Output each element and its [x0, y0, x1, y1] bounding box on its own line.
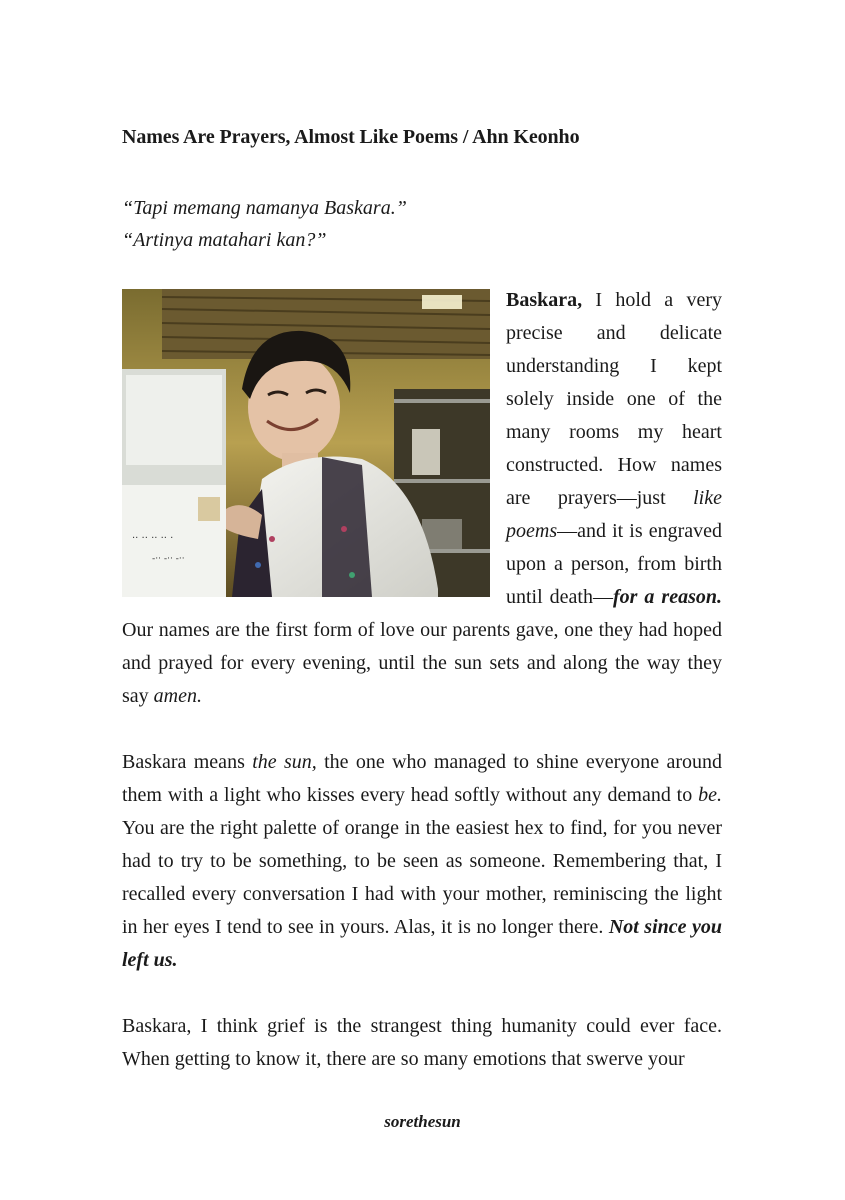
paragraph-2-text-b: the one who managed to shine everyone around them with a light who kisses every head softly without any demand to — [122, 751, 722, 806]
body-text — [122, 284, 722, 1076]
paragraph-2-italic-a: the sun, — [252, 751, 317, 773]
footer-signature: sorethesun — [384, 1112, 461, 1131]
photo-illustration — [122, 289, 490, 597]
paragraph-1-italic-a: like poems — [506, 487, 722, 542]
svg-text:-·· -·· -··: -·· -·· -·· — [152, 554, 185, 564]
paragraph-1-text-c: Our names are the first form of love our parents gave, one they had hoped and prayed for every evening, until the sun sets and along the way they say — [122, 619, 722, 707]
document-page — [122, 122, 722, 1076]
epigraph-line-2: “Artinya matahari kan?” — [122, 229, 327, 251]
page-title: Names Are Prayers, Almost Like Poems / Ahn Keonho — [122, 126, 580, 148]
paragraph-2 — [122, 746, 722, 977]
svg-text:·· ·· ·· ·· ·: ·· ·· ·· ·· · — [132, 533, 174, 544]
paragraph-3: Baskara, I think grief is the strangest thing humanity could ever face. When getting to know it, there are so many emotions that swerve your — [122, 1015, 722, 1070]
epigraph-line-1: “Tapi memang namanya Baskara.” — [122, 197, 407, 219]
paragraph-1-text-a: I hold a very precise and delicate understanding I kept solely inside one of the many rooms my heart constructed. How names are prayers—just — [506, 289, 722, 509]
paragraph-1-lead: Baskara, — [506, 289, 583, 311]
epigraph — [122, 192, 722, 256]
paragraph-2-italic-b: be. — [698, 784, 722, 806]
paragraph-1-text-b: —and it is engraved upon a person, from birth until death— — [506, 520, 722, 608]
paragraph-2-text-a: Baskara means — [122, 751, 253, 773]
paragraph-1-italic-end: amen. — [153, 685, 202, 707]
paragraph-2-text-c: You are the right palette of orange in the easiest hex to find, for you never had to try to be something, to be seen as someone. Remembering that, I recalled every conversation I had with your mother, reminiscing the light in her eyes I tend to see in yours. Alas, it is no longer there. — [122, 817, 722, 938]
person-photo — [122, 289, 490, 597]
paragraph-2-emphasis: Not since you left us. — [122, 916, 722, 971]
paragraph-1-emphasis: for a reason. — [612, 586, 722, 608]
